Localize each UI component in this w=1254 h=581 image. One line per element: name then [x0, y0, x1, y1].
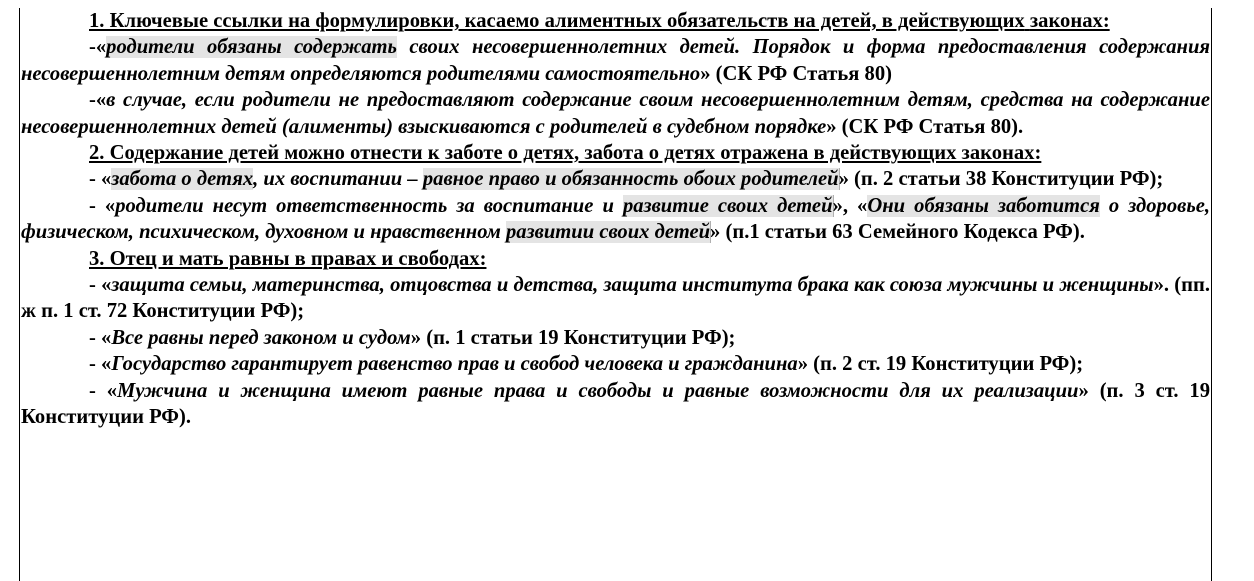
- highlighted-quote: развитии своих детей: [506, 221, 711, 244]
- quote-text: о здоровье, физическом, психическом, духовном и нравственном: [21, 194, 1211, 244]
- law-reference: (п.1 статьи 63 Семейного Кодекса РФ).: [720, 221, 1085, 244]
- section-2-heading: 2. Содержание детей можно отнести к заботе о детях, забота о детях отражена в действующих законах:: [89, 142, 1042, 165]
- section-1-heading-line1: 1. Ключевые ссылки на формулировки, касаемо алиментных обязательств на детей, в действующих: [89, 10, 1025, 32]
- quote-text: защита семьи, материнства, отцовства и детства, защита института брака как союза мужчины и женщины: [111, 274, 1154, 297]
- item-dash: - «: [89, 353, 112, 376]
- quote-close: ».: [1153, 274, 1170, 297]
- law-reference: (п. 1 статьи 19 Конституции РФ);: [421, 326, 736, 349]
- section-1-heading-line2: законах:: [1029, 10, 1110, 32]
- highlighted-quote: Они обязаны заботится: [867, 194, 1100, 217]
- section-2-item-1: [20, 166, 1211, 192]
- quote-text: Все равны перед законом и судом: [111, 326, 411, 349]
- law-reference: (п. 2 ст. 19 Конституции РФ);: [808, 353, 1084, 376]
- item-dash: - «: [89, 326, 112, 349]
- section-3-item-4: [20, 378, 1211, 431]
- quote-close: »: [700, 62, 711, 85]
- law-reference: (пп. ж п. 1 ст. 72 Конституции РФ);: [21, 274, 1210, 323]
- quote-text: Государство гарантирует равенство прав и свобод человека и гражданина: [111, 353, 798, 376]
- quote-close: »: [710, 221, 721, 244]
- quote-close: »: [1078, 379, 1089, 402]
- highlighted-quote: родители обязаны содержать: [106, 36, 397, 59]
- section-3-item-2: [20, 325, 1211, 351]
- quote-close: », «: [832, 194, 868, 217]
- quote-text: , их воспитании –: [253, 168, 423, 191]
- quote-close: »: [797, 353, 809, 376]
- item-dash: - «: [89, 194, 116, 217]
- quote-close: »: [826, 115, 837, 138]
- section-1-item-1: [20, 34, 1211, 87]
- highlighted-quote: равное право и обязанность обоих родителей: [422, 168, 839, 191]
- item-dash: - «: [89, 379, 118, 402]
- highlighted-quote: развитие своих детей: [622, 194, 833, 217]
- section-3-item-3: [20, 351, 1211, 377]
- law-reference: (СК РФ Статья 80).: [836, 115, 1024, 138]
- quote-text: Мужчина и женщина имеют равные права и свободы и равные возможности для их реализации: [117, 379, 1079, 402]
- item-dash: - «: [89, 168, 112, 191]
- law-reference: (п. 2 статьи 38 Конституции РФ);: [848, 168, 1164, 191]
- section-3-item-1: [20, 272, 1211, 325]
- item-dash: -«: [89, 36, 107, 59]
- quote-close: »: [410, 326, 422, 349]
- item-dash: - «: [89, 274, 112, 297]
- law-reference: (СК РФ Статья 80): [710, 62, 893, 85]
- quote-text: своих несовершеннолетних детей. Порядок и форма предоставления содержания несовершеннолетним детям определяются родителями самостоятельно: [21, 36, 1211, 85]
- section-3-heading: 3. Отец и мать равны в правах и свободах:: [89, 247, 487, 270]
- item-dash: -«: [89, 89, 107, 112]
- quote-close: »: [838, 168, 849, 191]
- section-2-item-2: [20, 193, 1211, 246]
- quote-text: в случае, если родители не предоставляют содержание своим несовершеннолетним детям, средства на содержание несовершеннолетних детей (алименты) взыскиваются с родителей в судебном порядке: [21, 89, 1210, 138]
- quote-text: родители несут ответственность за воспитание и: [115, 194, 623, 217]
- section-1-heading: [20, 8, 1211, 34]
- document-page: [19, 8, 1212, 581]
- highlighted-quote: забота о детях: [111, 168, 254, 191]
- law-reference: (п. 3 ст. 19 Конституции РФ).: [21, 379, 1210, 429]
- section-1-item-2: [20, 87, 1211, 140]
